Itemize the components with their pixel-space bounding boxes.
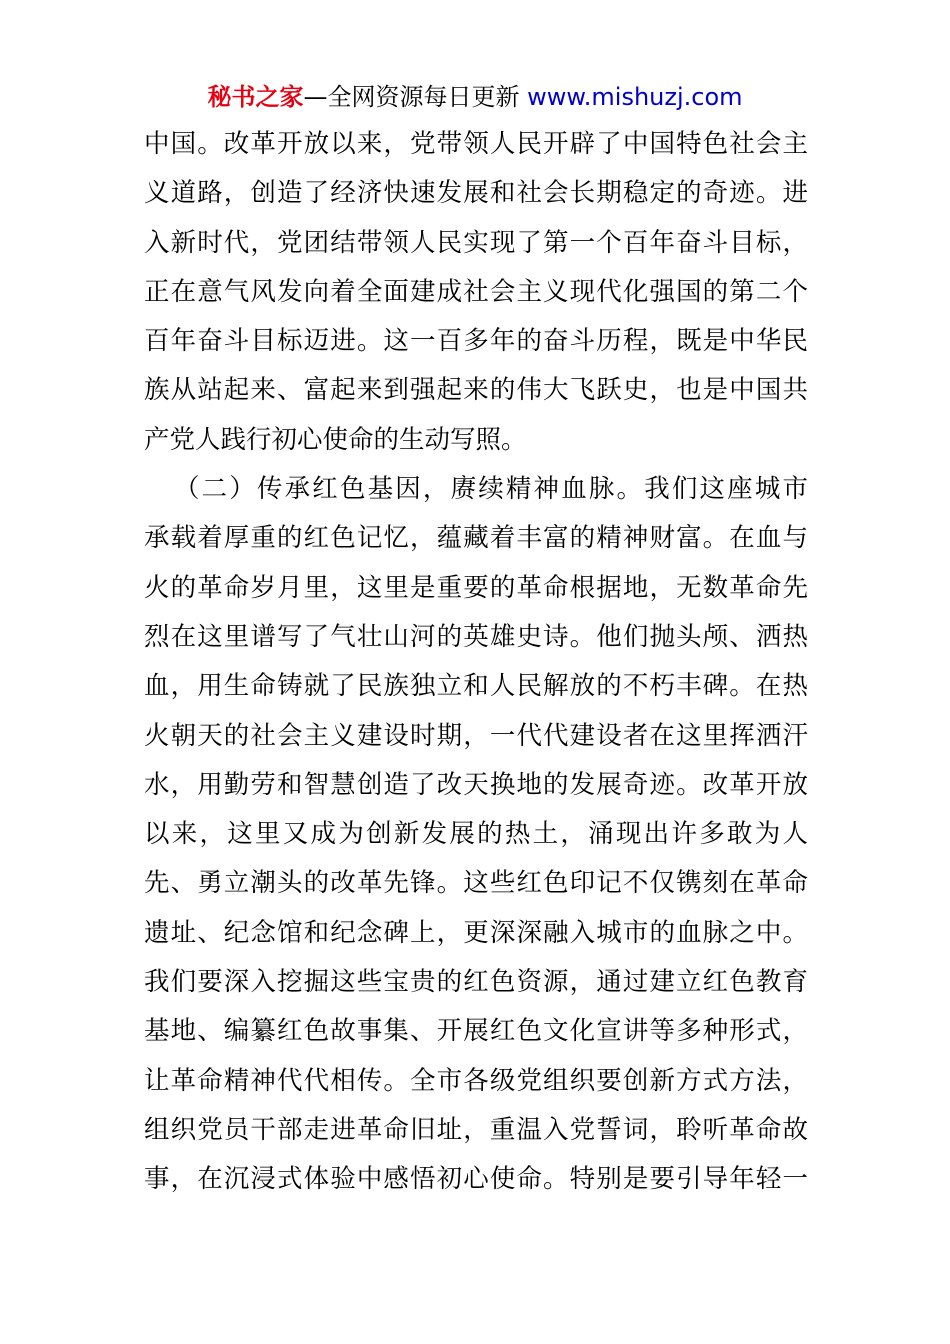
text-line: 事，在沉浸式体验中感悟初心使命。特别是要引导年轻一 <box>144 1164 808 1195</box>
text-line: 血，用生命铸就了民族独立和人民解放的不朽丰碑。在热 <box>144 671 808 702</box>
text-line: 让革命精神代代相传。全市各级党组织要创新方式方法， <box>144 1065 808 1096</box>
text-line: 族从站起来、富起来到强起来的伟大飞跃史，也是中国共 <box>144 375 808 406</box>
text-line: 火朝天的社会主义建设时期，一代代建设者在这里挥洒汗 <box>144 720 808 751</box>
text-line: 烈在这里谱写了气壮山河的英雄史诗。他们抛头颅、洒热 <box>144 621 808 652</box>
text-line: 中国。改革开放以来，党带领人民开辟了中国特色社会主 <box>144 129 808 159</box>
site-url-link[interactable]: www.mishuzj.com <box>527 83 743 111</box>
document-body <box>144 120 808 1205</box>
text-line: 火的革命岁月里，这里是重要的革命根据地，无数革命先 <box>144 572 808 603</box>
text-line: 水，用勤劳和智慧创造了改天换地的发展奇迹。改革开放 <box>144 769 808 800</box>
text-line: 组织党员干部走进革命旧址，重温入党誓词，聆听革命故 <box>144 1114 808 1145</box>
text-line: 我们要深入挖掘这些宝贵的红色资源，通过建立红色教育 <box>144 967 808 998</box>
site-brand: 秘书之家 <box>207 83 304 111</box>
text-line: 义道路，创造了经济快速发展和社会长期稳定的奇迹。进 <box>144 178 808 209</box>
section-heading-line: （二）传承红色基因，赓续精神血脉。我们这座城市 <box>174 474 808 505</box>
text-line: 正在意气风发向着全面建成社会主义现代化强国的第二个 <box>144 276 808 307</box>
site-tagline: —全网资源每日更新 <box>303 83 520 111</box>
text-line: 基地、编纂红色故事集、开展红色文化宣讲等多种形式， <box>144 1016 808 1047</box>
page-header <box>0 80 950 114</box>
text-line: 产党人践行初心使命的生动写照。 <box>144 424 527 455</box>
text-line: 以来，这里又成为创新发展的热土，涌现出许多敢为人 <box>144 819 808 850</box>
text-line: 入新时代，党团结带领人民实现了第一个百年奋斗目标， <box>144 227 808 258</box>
text-line: 遗址、纪念馆和纪念碑上，更深深融入城市的血脉之中。 <box>144 917 808 948</box>
text-line: 承载着厚重的红色记忆，蕴藏着丰富的精神财富。在血与 <box>144 523 808 554</box>
text-line: 先、勇立潮头的改革先锋。这些红色印记不仅镌刻在革命 <box>144 868 808 899</box>
text-line: 百年奋斗目标迈进。这一百多年的奋斗历程，既是中华民 <box>144 326 808 357</box>
